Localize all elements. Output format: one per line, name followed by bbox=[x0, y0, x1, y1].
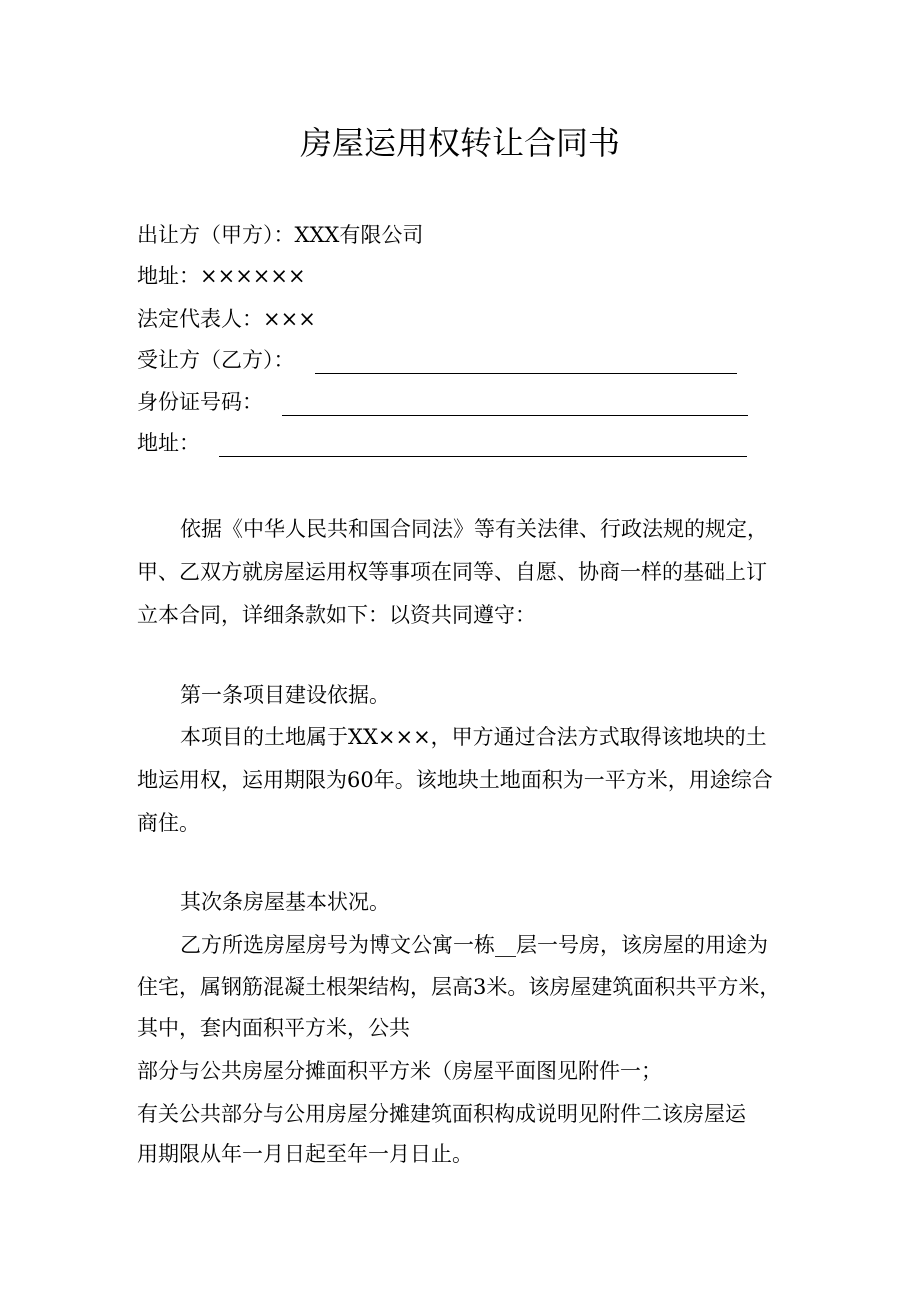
id-number-blank[interactable] bbox=[282, 393, 748, 416]
article-1-line-3: 商住。 bbox=[137, 811, 200, 835]
article-1-line-1: 本项目的土地属于XX×××，甲方通过合法方式取得该地块的土 bbox=[180, 725, 767, 749]
address-b-line bbox=[137, 429, 747, 457]
address-b-label: 地址： bbox=[137, 431, 200, 455]
article-1-heading: 第一条项目建设依据。 bbox=[180, 683, 390, 707]
intro-line-2: 甲、乙双方就房屋运用权等事项在同等、自愿、协商一样的基础上订 bbox=[137, 560, 767, 584]
article-2-heading: 其次条房屋基本状况。 bbox=[180, 890, 390, 914]
article-2-line-5: 有关公共部分与公用房屋分摊建筑面积构成说明见附件二该房屋运 bbox=[137, 1102, 746, 1126]
article-2-line-1: 乙方所选房屋房号为博文公寓一栋__层一号房，该房屋的用途为 bbox=[180, 933, 768, 957]
address-b-blank[interactable] bbox=[219, 434, 747, 457]
party-a-line: 出让方（甲方）：XXX有限公司 bbox=[137, 223, 424, 247]
legal-rep-line: 法定代表人：××× bbox=[137, 307, 316, 331]
document-title: 房屋运用权转让合同书 bbox=[299, 124, 620, 162]
party-b-line bbox=[137, 346, 737, 374]
address-a-line: 地址：×××××× bbox=[137, 264, 306, 288]
article-1-line-2: 地运用权，运用期限为60年。该地块土地面积为一平方米，用途综合 bbox=[137, 768, 773, 792]
id-number-label: 身份证号码： bbox=[137, 390, 263, 414]
article-2-line-2: 住宅，属钢筋混凝土根架结构，层高3米。该房屋建筑面积共平方米， bbox=[137, 975, 781, 999]
party-b-label: 受让方（乙方）： bbox=[137, 348, 295, 372]
id-number-line bbox=[137, 388, 748, 416]
article-2-line-3: 其中，套内面积平方米，公共 bbox=[137, 1016, 410, 1040]
article-2-line-6: 用期限从年一月日起至年一月日止。 bbox=[137, 1142, 473, 1166]
intro-line-1: 依据《中华人民共和国合同法》等有关法律、行政法规的规定， bbox=[180, 517, 768, 541]
party-b-blank[interactable] bbox=[315, 351, 737, 374]
intro-line-3: 立本合同，详细条款如下：以资共同遵守： bbox=[137, 603, 536, 627]
article-2-line-4: 部分与公共房屋分摊面积平方米（房屋平面图见附件一； bbox=[137, 1059, 662, 1083]
